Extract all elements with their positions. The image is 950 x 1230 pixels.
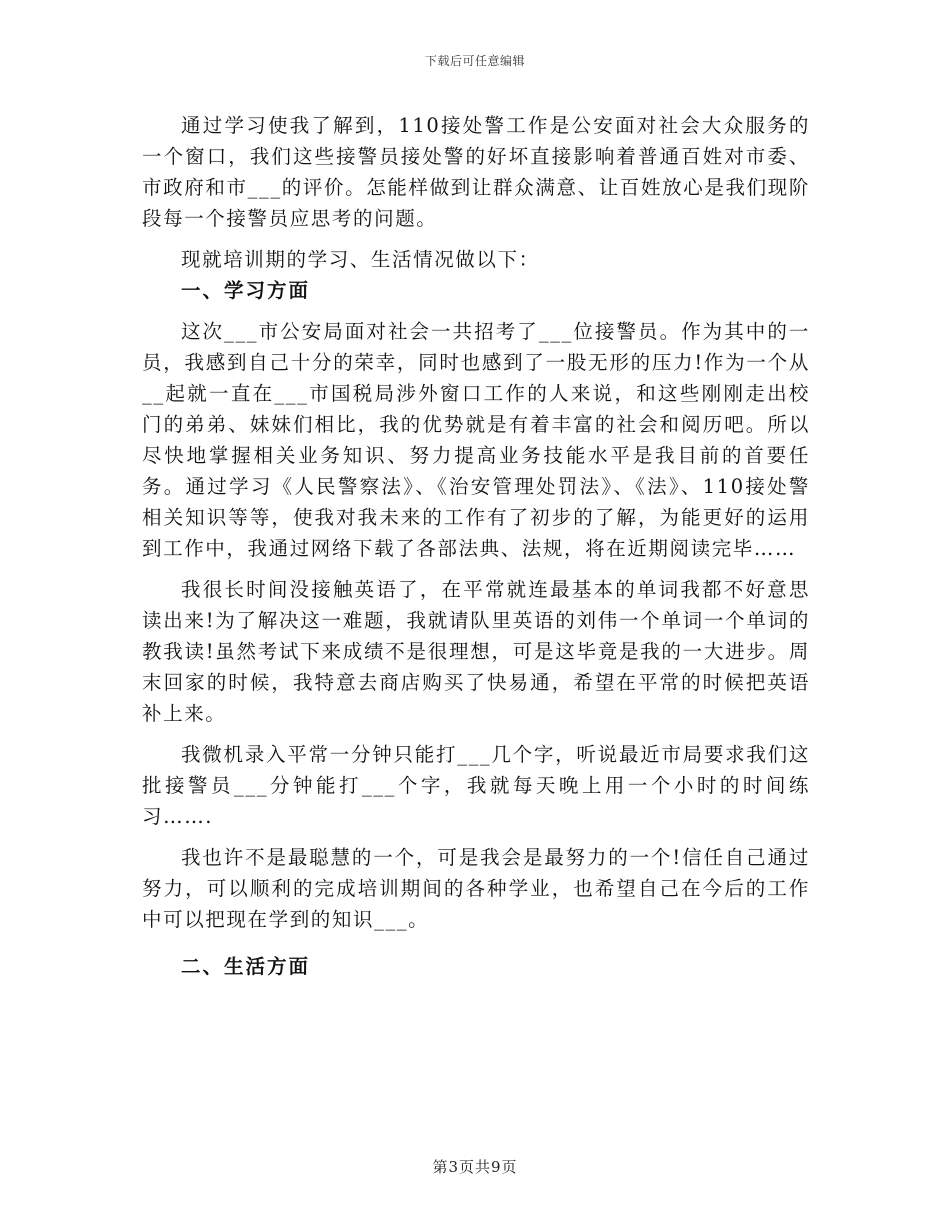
page-indicator: 第3页共9页 [432,1158,518,1176]
paragraph-study-recruitment: 这次___市公安局面对社会一共招考了___位接警员。作为其中的一员，我感到自己十分的荣幸，同时也感到了一股无形的压力!作为一个从__起就一直在___市国税局涉外窗口工作的人来说，和这些刚刚走出校门的弟弟、妹妹们相比，我的优势就是有着丰富的社会和阅历吧。所以尽快地掌握相关业务知识、努力提高业务技能水平是我目前的首要任务。通过学习《人民警察法》、《治安管理处罚法》、《法》、110接处警相关知识等等，使我对我未来的工作有了初步的了解，为能更好的运用到工作中，我通过网络下载了各部法典、法规，将在近期阅读完毕…… [142,320,810,560]
paragraph-overview: 现就培训期的学习、生活情况做以下： [181,248,540,271]
header-note: 下载后可任意编辑 [424,54,525,68]
paragraph-study-effort: 我也许不是最聪慧的一个，可是我会是最努力的一个!信任自己通过努力，可以顺利的完成培训期间的各种学业，也希望自己在今后的工作中可以把现在学到的知识___。 [142,846,810,931]
document-body [142,110,810,982]
paragraph-intro: 通过学习使我了解到，110接处警工作是公安面对社会大众服务的一个窗口，我们这些接警员接处警的好坏直接影响着普通百姓对市委、市政府和市___的评价。怎能样做到让群众满意、让百姓放心是我们现阶段每一个接警员应思考的问题。 [142,114,810,230]
section-heading-life: 二、生活方面 [181,955,311,978]
paragraph-study-typing: 我微机录入平常一分钟只能打___几个字，听说最近市局要求我们这批接警员___分钟能打___个字，我就每天晚上用一个小时的时间练习……. [142,743,810,828]
section-heading-study: 一、学习方面 [181,279,311,302]
paragraph-study-english: 我很长时间没接触英语了，在平常就连最基本的单词我都不好意思读出来!为了解决这一难题，我就请队里英语的刘伟一个单词一个单词的教我读!虽然考试下来成绩不是很理想，可是这毕竟是我的一大进步。周末回家的时候，我特意去商店购买了快易通，希望在平常的时候把英语补上来。 [142,578,810,725]
